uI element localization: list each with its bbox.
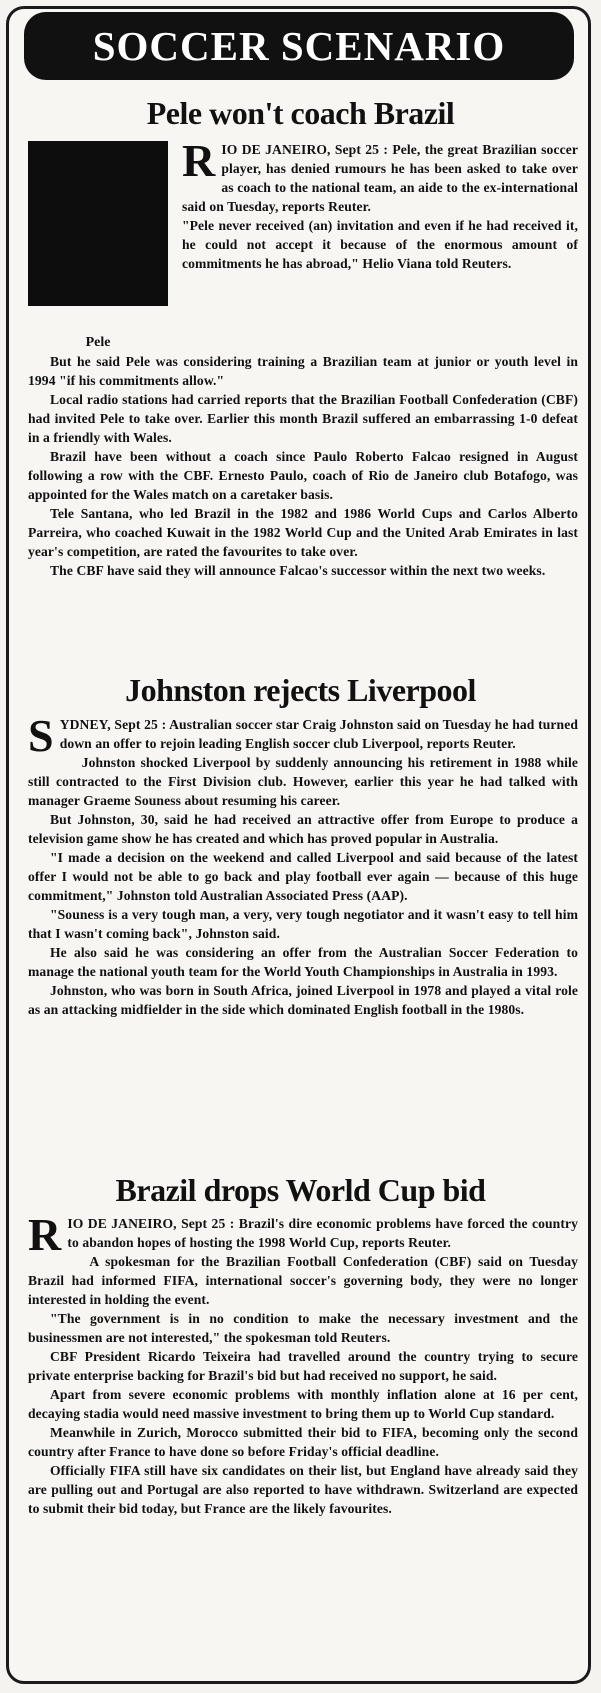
- paragraph: A spokesman for the Brazilian Football Confederation (CBF) said on Tuesday Brazil had informed FIFA, international soccer's governing body, they were no longer interested in holding the event.: [28, 1254, 578, 1307]
- lead-text: IO DE JANEIRO, Sept 25 : Brazil's dire economic problems have forced the country to abandon hopes of hosting the 1998 World Cup, reports Reuter.: [67, 1216, 578, 1250]
- lead-paragraph: [182, 135, 578, 216]
- paragraph: The CBF have said they will announce Falcao's successor within the next two weeks.: [50, 563, 546, 578]
- lead-paragraph: [28, 710, 578, 761]
- paragraph: Apart from severe economic problems with monthly inflation alone at 16 per cent, decaying stadia would need massive investment to bring them up to World Cup standard.: [28, 1387, 578, 1421]
- headline-johnston: Johnston rejects Liverpool: [125, 672, 476, 708]
- lead-paragraph: [28, 1209, 578, 1260]
- headline-pele: Pele won't coach Brazil: [146, 95, 455, 131]
- headline-world-cup: Brazil drops World Cup bid: [115, 1172, 486, 1208]
- article-johnston: [28, 710, 578, 1019]
- paragraph: "I made a decision on the weekend and called Liverpool and said because of the latest offer I would not be able to go back and play football ever again — because of this huge commitment," Johnston told Australian Associated Press (AAP).: [28, 850, 578, 903]
- section-title: SOCCER SCENARIO: [92, 23, 506, 69]
- dropcap: S: [28, 710, 54, 761]
- paragraph: "Souness is a very tough man, a very, very tough negotiator and it wasn't easy to tell him that I wasn't coming back", Johnston said.: [28, 907, 578, 941]
- article-pele-lead: [182, 135, 578, 345]
- paragraph: Local radio stations had carried reports that the Brazilian Football Confederation (CBF) had invited Pele to take over. Earlier this month Brazil suffered an embarrassing 1-0 defeat in a friendly with Wales.: [28, 392, 578, 445]
- paragraph: "Pele never received (an) invitation and even if he had received it, he could not accept it because of the enormous amount of commitments he has abroad," Helio Viana told Reuters.: [182, 218, 578, 271]
- article-world-cup: [28, 1209, 578, 1518]
- section-banner: [24, 12, 574, 80]
- paragraph: He also said he was considering an offer from the Australian Soccer Federation to manage the national youth team for the World Youth Championships in Australia in 1993.: [28, 945, 578, 979]
- paragraph: Johnston shocked Liverpool by suddenly announcing his retirement in 1988 while still contracted to the First Division club. However, earlier this year he had talked with manager Graeme Souness about resuming his career.: [28, 755, 578, 808]
- paragraph: Meanwhile in Zurich, Morocco submitted their bid to FIFA, becoming only the second country after France to have done so before Friday's official deadline.: [28, 1425, 578, 1459]
- paragraph: "The government is in no condition to make the necessary investment and the businessmen are not interested," the spokesman told Reuters.: [28, 1311, 578, 1345]
- paragraph: CBF President Ricardo Teixeira had travelled around the country trying to secure private enterprise backing for Brazil's bid but had received no support, he said.: [28, 1349, 578, 1383]
- paragraph: But he said Pele was considering training a Brazilian team at junior or youth level in 1994 "if his commitments allow.": [28, 354, 578, 388]
- dropcap: R: [182, 135, 216, 186]
- photo-caption: Pele: [85, 335, 111, 350]
- lead-text: IO DE JANEIRO, Sept 25 : Pele, the great Brazilian soccer player, has denied rumours he has been asked to take over as coach to the national team, an aide to the ex-international said on Tuesday, reports Reuter.: [182, 142, 578, 214]
- paragraph: But Johnston, 30, said he had received an attractive offer from Europe to produce a television game show he has created and which has proved popular in Australia.: [28, 812, 578, 846]
- pele-photo: [28, 141, 168, 306]
- paragraph: Brazil have been without a coach since Paulo Roberto Falcao resigned in August following a row with the CBF. Ernesto Paulo, coach of Rio de Janeiro club Botafogo, was appointed for the Wales match on a caretaker basis.: [28, 449, 578, 502]
- dropcap: R: [28, 1209, 62, 1260]
- paragraph: Tele Santana, who led Brazil in the 1982 and 1986 World Cups and Carlos Alberto Parreira, who coached Kuwait in the 1982 World Cup and the United Arab Emirates in last year's competition, are rated the favourites to take over.: [28, 506, 578, 559]
- lead-text: YDNEY, Sept 25 : Australian soccer star Craig Johnston said on Tuesday he had turned down an offer to rejoin leading English soccer club Liverpool, reports Reuter.: [59, 717, 578, 751]
- article-pele-body: [28, 352, 578, 580]
- paragraph: Officially FIFA still have six candidates on their list, but England have already said they are pulling out and Portugal are also reported to have withdrawn. Switzerland are expected to submit their bid today, but France are the likely favourites.: [28, 1463, 578, 1516]
- paragraph: Johnston, who was born in South Africa, joined Liverpool in 1978 and played a vital role as an attacking midfielder in the side which dominated English football in the 1980s.: [28, 983, 578, 1017]
